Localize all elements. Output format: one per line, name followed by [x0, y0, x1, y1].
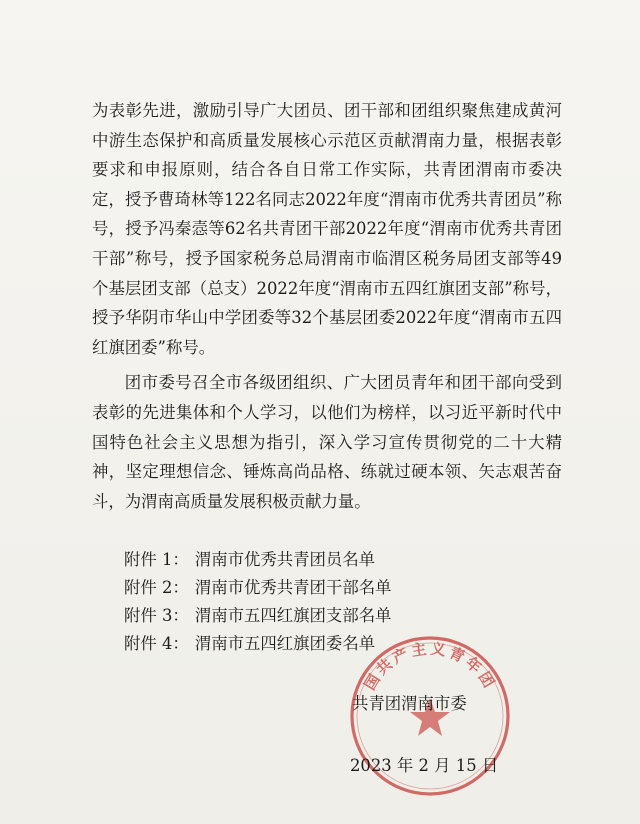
- attachment-item: [124, 574, 392, 602]
- attachment-label: 附件 4：: [124, 634, 189, 653]
- attachment-name: 渭南市优秀共青团员名单: [194, 550, 376, 569]
- paragraph-commendation: 为表彰先进，激励引导广大团员、团干部和团组织聚焦建成黄河中游生态保护和高质量发展核心示范区贡献渭南力量，根据表彰要求和申报原则，结合各自日常工作实际，共青团渭南市委决定，授予曹琦林等122名同志2022年度“渭南市优秀共青团员”称号，授予冯秦悫等62名共青团干部2022年度“渭南市优秀共青团干部”称号，授予国家税务总局渭南市临渭区税务局团支部等49个基层团支部（总支）2022年度“渭南市五四红旗团支部”称号，授予华阴市华山中学团委等32个基层团委2022年度“渭南市五四红旗团委”称号。: [92, 101, 562, 357]
- svg-text:国共产主义青年团: [361, 639, 500, 693]
- attachment-label: 附件 2：: [124, 578, 189, 597]
- issue-date: 2023 年 2 月 15 日: [350, 756, 499, 775]
- document-body: [92, 96, 562, 516]
- paragraph-call-to-action: 团市委号召全市各级团组织、广大团员青年和团干部向受到表彰的先进集体和个人学习，以他们为榜样，以习近平新时代中国特色社会主义思想为指引，深入学习宣传贯彻党的二十大精神，坚定理想信念、锤炼高尚品格、练就过硬本领、矢志艰苦奋斗，为渭南高质量发展积极贡献力量。: [92, 373, 562, 511]
- issuer-signature: 共青团渭南市委: [352, 694, 467, 713]
- attachment-name: 渭南市五四红旗团委名单: [194, 634, 376, 653]
- attachment-item: [124, 546, 392, 574]
- attachment-name: 渭南市五四红旗团支部名单: [194, 606, 392, 625]
- attachment-label: 附件 1：: [124, 550, 189, 569]
- seal-lettering: 国共产主义青年团: [360, 639, 500, 694]
- attachment-name: 渭南市优秀共青团干部名单: [194, 578, 392, 597]
- attachment-label: 附件 3：: [124, 606, 189, 625]
